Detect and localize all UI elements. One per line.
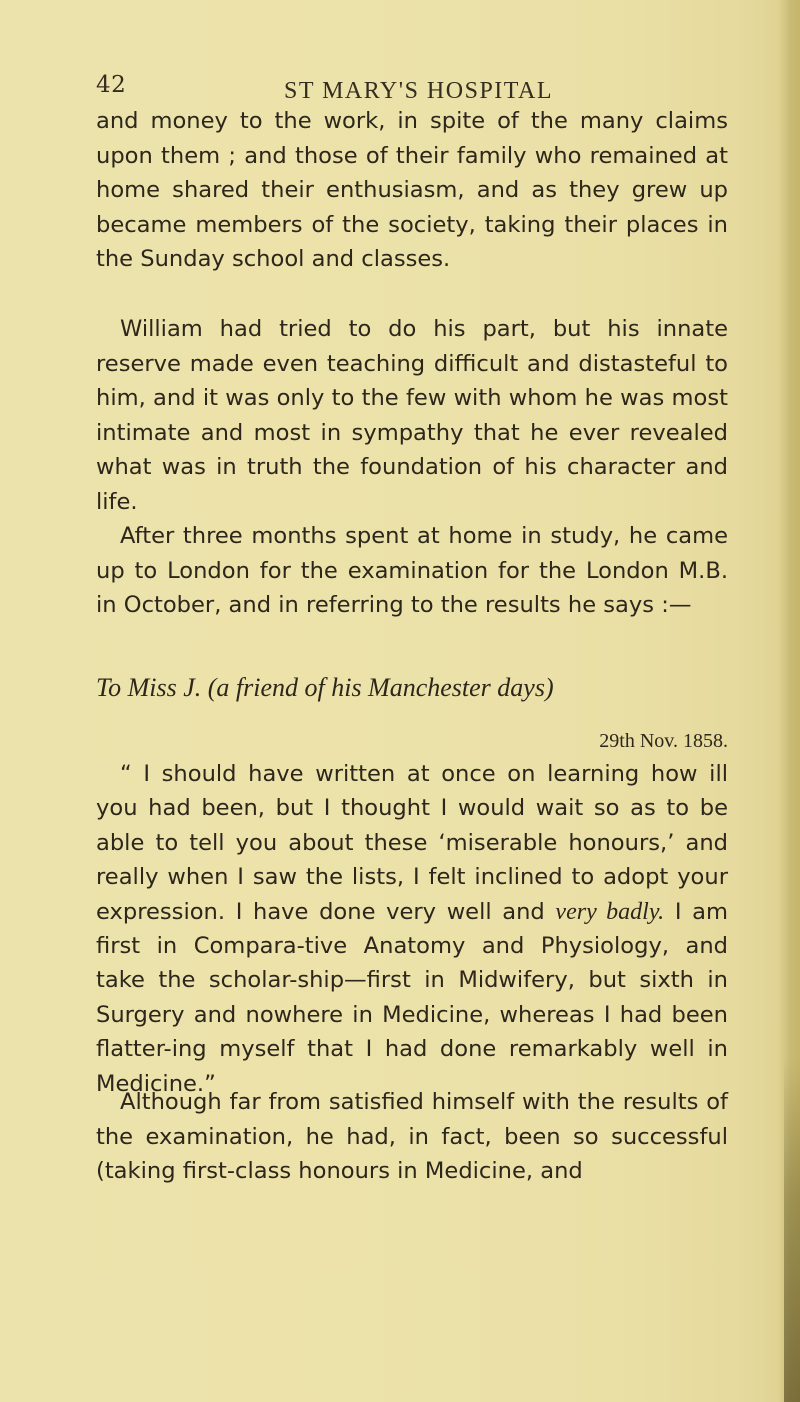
letter-emphasis: very badly.: [555, 898, 665, 925]
letter-text-1: “ I should have written at once on learning how ill you had been, but I thought I would wait so as to be able to tell you about these ‘miserable honours,’ and really when I saw the lists, I felt inclined to adopt your expression. I have done very well and: [96, 761, 728, 925]
letter-addressee: To Miss J. (a friend of his Manchester days): [96, 673, 554, 702]
page-number: 42: [96, 72, 127, 98]
letter-text-2: I am first in Compara-tive Anatomy and Physiology, and take the scholar-ship—first in Midwifery, but sixth in Surgery and nowhere in Medicine, whereas I had been flatter-ing myself that I had done remarkably well in Medicine.”: [96, 898, 728, 1097]
paragraph-4: Although far from satisfied himself with the results of the examination, he had, in fact, been so successful (taking first-class honours in Medicine, and: [96, 1089, 728, 1185]
running-head: ST MARY'S HOSPITAL: [284, 78, 554, 104]
letter-date: 29th Nov. 1858.: [599, 730, 728, 752]
paragraph-3: After three months spent at home in study, he came up to London for the examination for the London M.B. in October, and in referring to the results he says :—: [96, 523, 728, 619]
letter-quote: [96, 757, 728, 1101]
paragraph-1: and money to the work, in spite of the many claims upon them ; and those of their family who remained at home shared their enthusiasm, and as they grew up became members of the society, taking their places in the Sunday school and classes.: [96, 108, 728, 273]
paragraph-2: William had tried to do his part, but his innate reserve made even teaching difficult and distasteful to him, and it was only to the few with whom he was most intimate and most in sympathy that he ever revealed what was in truth the foundation of his character and life.: [96, 316, 728, 515]
page-edge-stain: [784, 1060, 800, 1402]
